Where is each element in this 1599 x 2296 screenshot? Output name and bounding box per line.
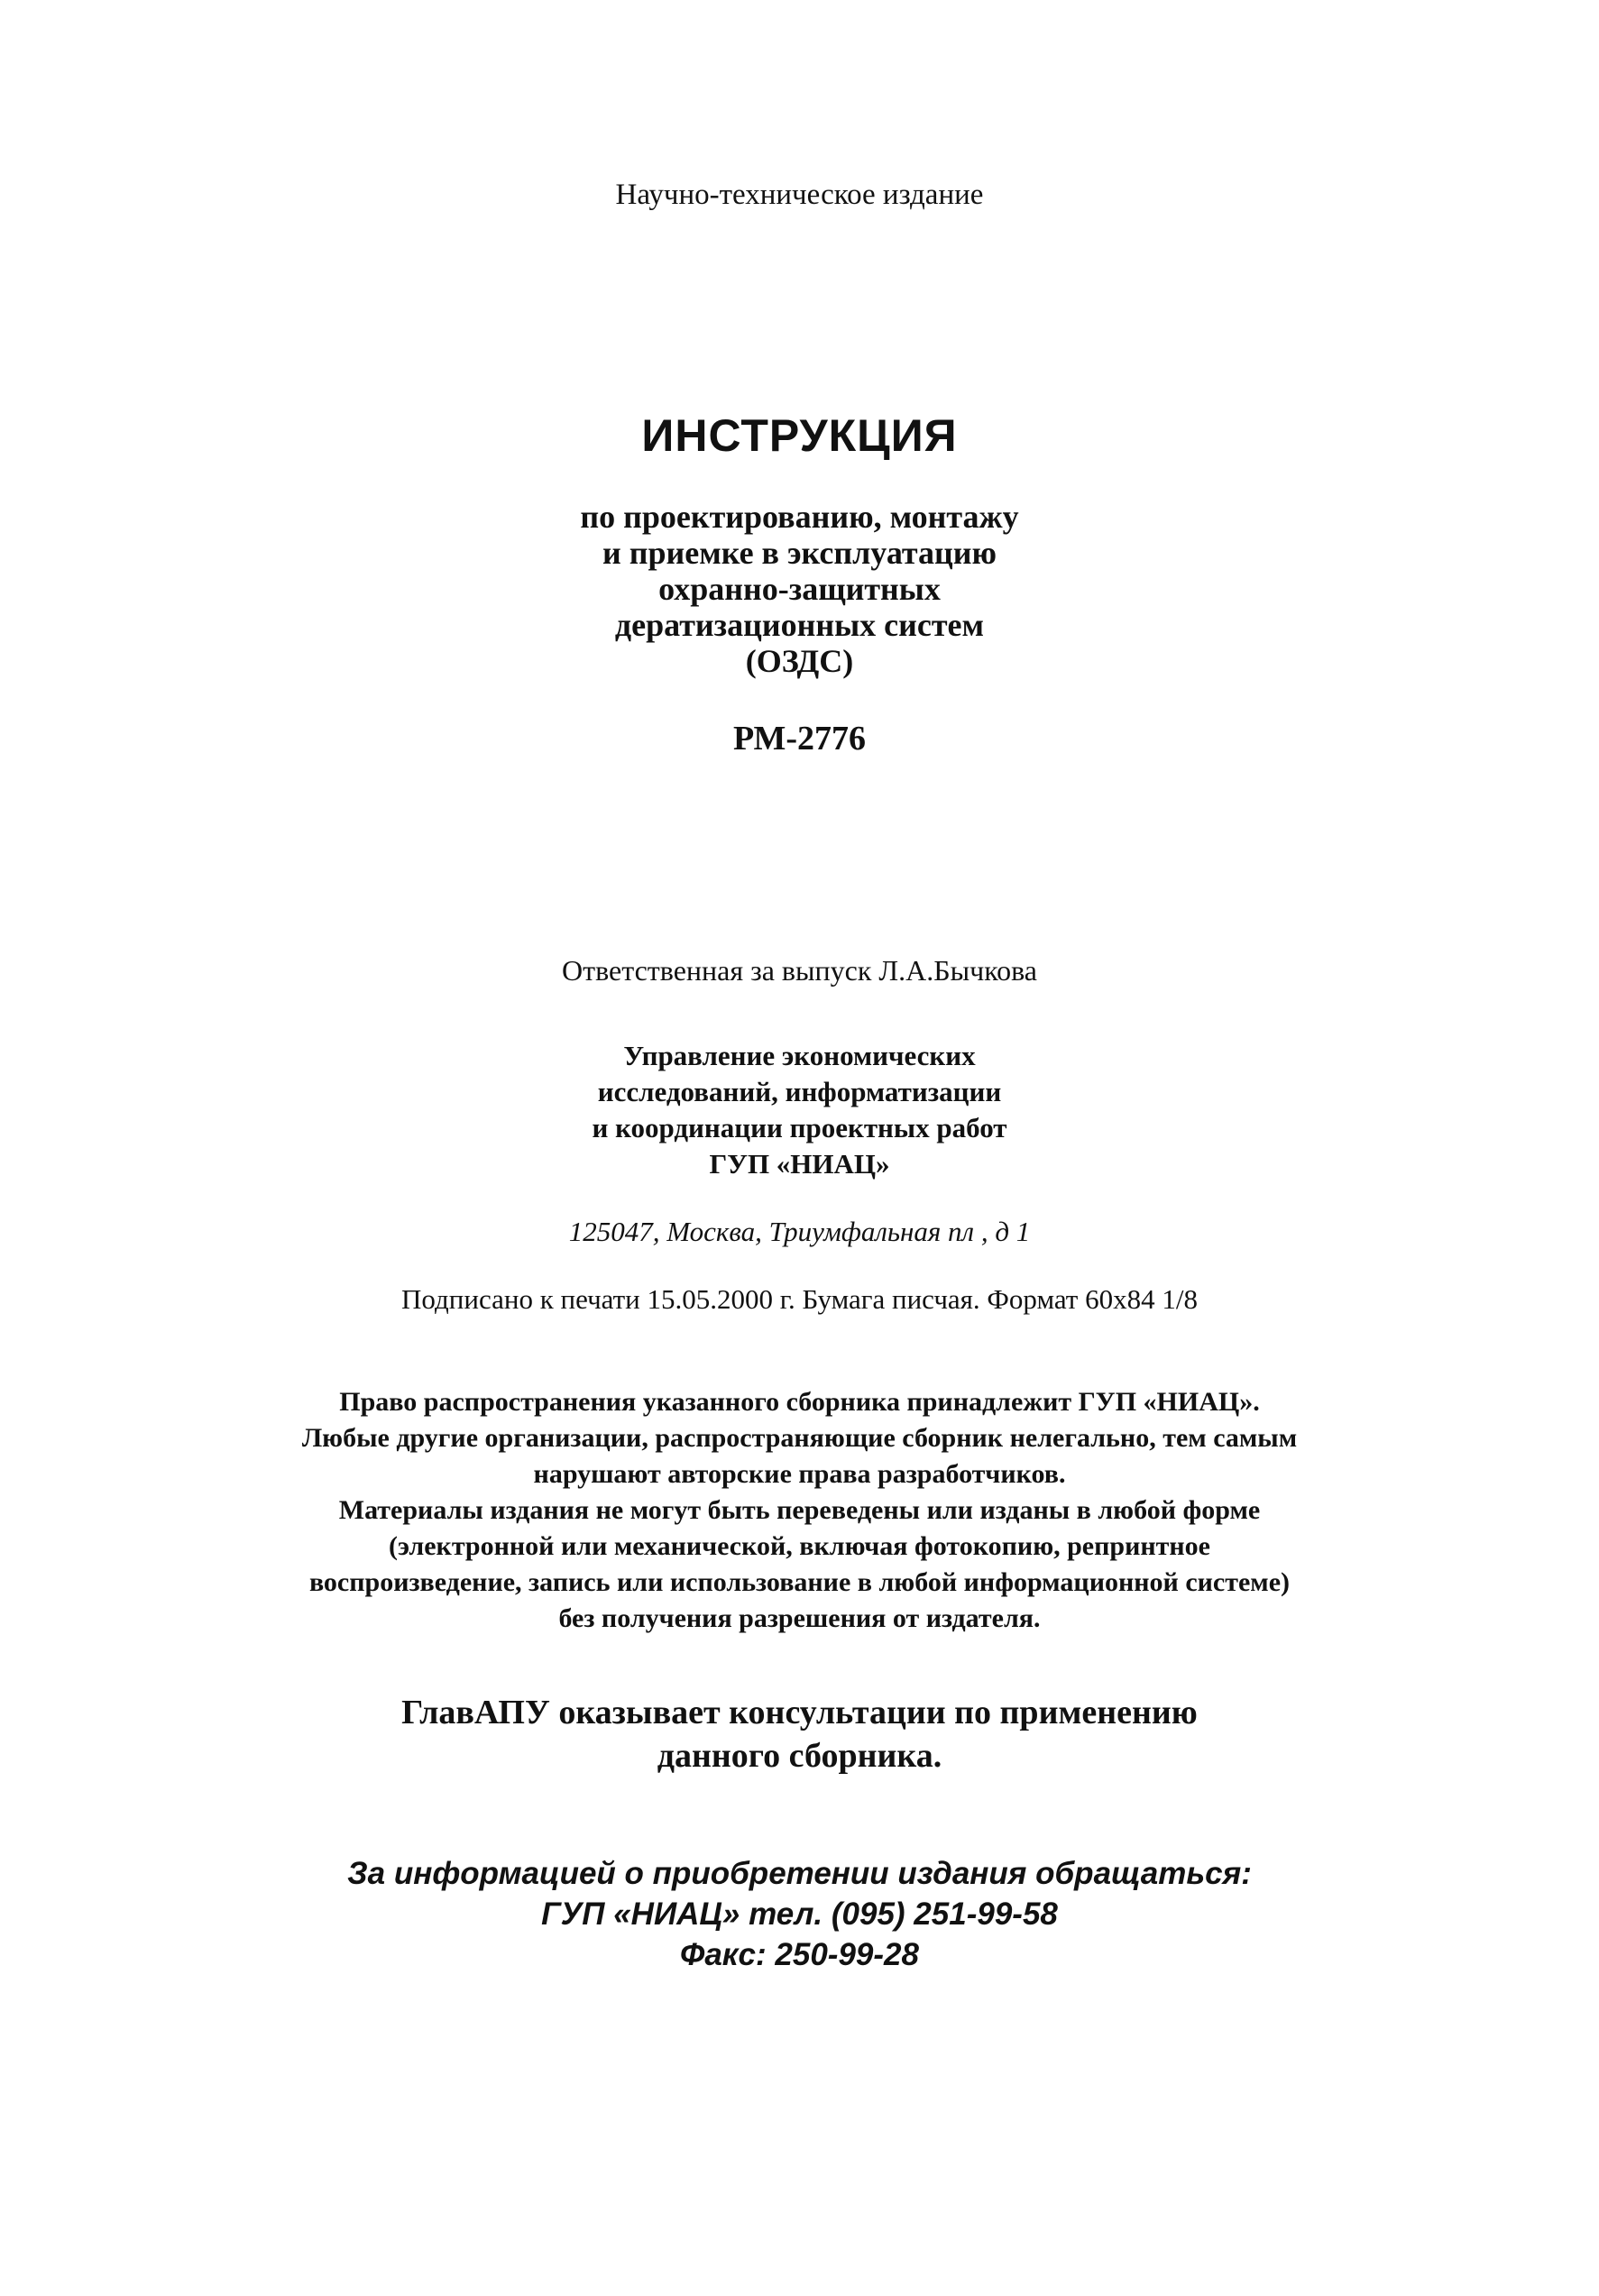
rights-line: воспроизведение, запись или использование в любой информационной системе) — [308, 1567, 1291, 1597]
contact-info-line: Факс: 250-99-28 — [680, 1937, 919, 1972]
subtitle-line: (ОЗДС) — [745, 643, 854, 679]
contact-info-line: За информацией о приобретении издания обращаться: — [347, 1856, 1252, 1891]
department-line: исследований, информатизации — [597, 1076, 1002, 1107]
publication-type: Научно-техническое издание — [615, 179, 984, 211]
subtitle-line: охранно-защитных — [658, 571, 941, 607]
consultation-line: ГлавАПУ оказывает консультации по применению — [401, 1694, 1198, 1731]
subtitle-line: и приемке в эксплуатацию — [602, 535, 997, 571]
contact-info-line: ГУП «НИАЦ» тел. (095) 251-99-58 — [541, 1896, 1058, 1932]
rights-line: Любые другие организации, распространяющие сборник нелегально, тем самым — [301, 1423, 1298, 1453]
rights-line: нарушают авторские права разработчиков. — [533, 1459, 1066, 1489]
print-details: Подписано к печати 15.05.2000 г. Бумага писчая. Формат 60x84 1/8 — [401, 1283, 1198, 1315]
responsible-editor: Ответственная за выпуск Л.А.Бычкова — [562, 954, 1037, 987]
document-title: ИНСТРУКЦИЯ — [641, 410, 958, 461]
department-line: Управление экономических — [623, 1040, 976, 1071]
subtitle-line: по проектированию, монтажу — [580, 499, 1019, 535]
rights-line: без получения разрешения от издателя. — [558, 1603, 1041, 1633]
consultation-line: данного сборника. — [657, 1737, 942, 1775]
department-line: и координации проектных работ — [592, 1112, 1007, 1143]
rights-line: Право распространения указанного сборника принадлежит ГУП «НИАЦ». — [339, 1387, 1260, 1417]
department-line: ГУП «НИАЦ» — [709, 1148, 890, 1180]
rights-line: (электронной или механической, включая фотокопию, репринтное — [388, 1531, 1210, 1561]
rights-line: Материалы издания не могут быть переведены или изданы в любой форме — [338, 1495, 1261, 1525]
publisher-address: 125047, Москва, Триумфальная пл , д 1 — [568, 1216, 1031, 1247]
subtitle-line: дератизационных систем — [614, 607, 985, 643]
document-code: РМ-2776 — [732, 720, 866, 758]
